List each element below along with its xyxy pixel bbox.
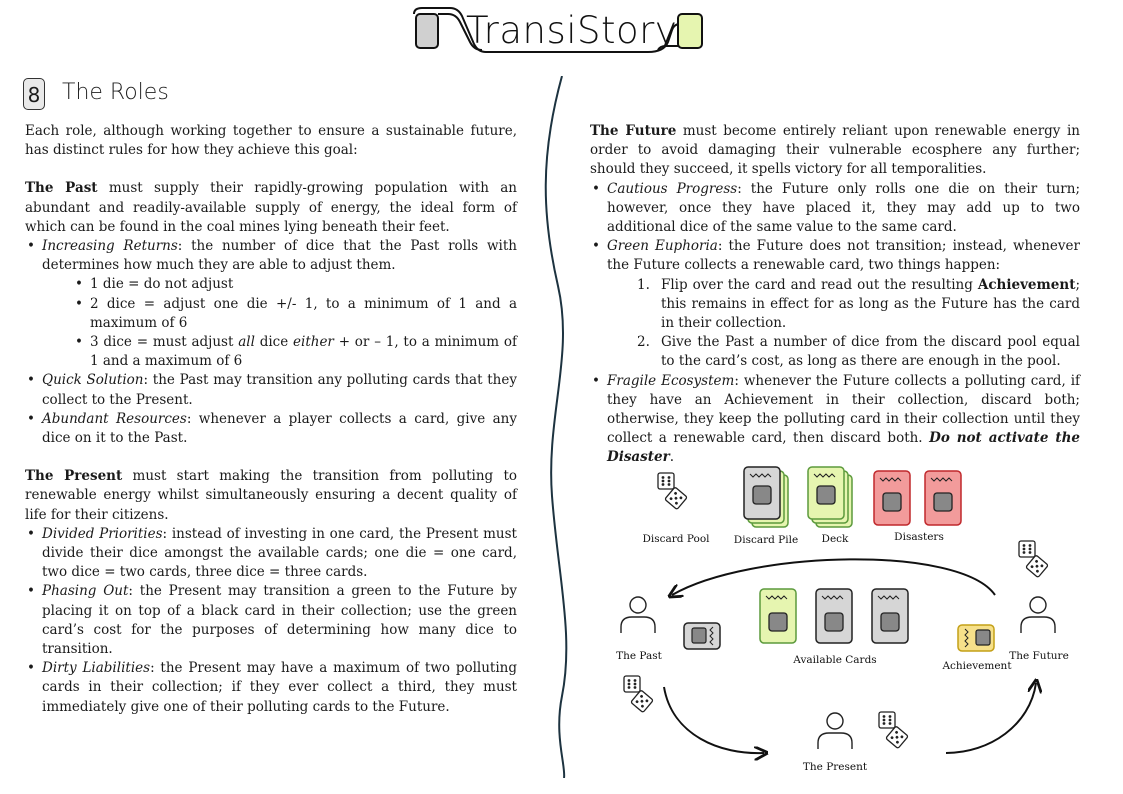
turn-diagram	[600, 455, 1100, 785]
intro-text: Each role, although working together to ensure a sustainable future, has distinct rules for how they achieve this goal:	[25, 123, 517, 159]
present-rules	[25, 525, 517, 717]
present-paragraph: The Present must start making the transition from polluting to renewable energy whilst simultaneously ensuring a decent quality of life for their citizens.	[25, 468, 518, 523]
list-item: • Divided Priorities: instead of investing in one card, the Present must divide their dice amongst the available cards; one die = one card, two dice = two cards, three dice = three cards.	[42, 525, 517, 583]
future-person-icon	[1021, 597, 1055, 633]
list-item: • Cautious Progress: the Future only rolls one die on their turn; however, once they have placed it, they may add up to two additional dice of the same value to the same card.	[607, 180, 1080, 238]
past-rules	[25, 237, 517, 448]
euphoria-steps	[607, 276, 1080, 372]
future-paragraph: The Future must become entirely reliant upon renewable energy in order to avoid damaging their vulnerable ecosphere any further; should they succeed, it spells victory for all temporalities.	[590, 123, 1080, 178]
the-past-label: The Past	[616, 650, 662, 662]
dice-icon	[1019, 541, 1048, 578]
discard-pile-label: Discard Pile	[733, 534, 799, 546]
available-cards-label: Available Cards	[793, 654, 877, 666]
discard-pool-label: Discard Pool	[642, 533, 710, 545]
present-person-icon	[818, 713, 852, 749]
discard-pile-cards	[744, 467, 788, 527]
past-collection-card	[684, 623, 720, 649]
past-heading: The Past	[25, 180, 98, 197]
disaster-cards	[874, 471, 961, 525]
arrow-past-to-present	[664, 687, 764, 753]
left-column	[25, 122, 517, 717]
achievement-card	[958, 625, 994, 651]
the-future-label: The Future	[1009, 650, 1069, 662]
list-item: • Fragile Ecosystem: whenever the Future collects a polluting card, if they have an Achievement in their collection, discard both; otherwise, they keep the polluting card in their collection until they collect a renewable card, then discard both. Do not activate the Disaster.	[607, 372, 1080, 468]
deck-label: Deck	[821, 533, 849, 545]
future-heading: The Future	[590, 123, 677, 139]
list-item: Flip over the card and read out the resulting Achievement; this remains in effect for as long as the Future has the card in their collection.	[661, 276, 1080, 332]
dice-icon	[658, 473, 687, 510]
list-item: • Abundant Resources: whenever a player collects a card, give any dice on it to the Past.	[42, 410, 517, 448]
the-present-label: The Present	[802, 761, 868, 773]
list-item: • 2 dice = adjust one die +/- 1, to a minimum of 1 and a maximum of 6	[90, 295, 517, 333]
logo-text: TransiStory	[466, 9, 678, 52]
dice-icon	[879, 712, 908, 749]
achievement-label: Achievement	[942, 660, 1012, 672]
list-item: • Green Euphoria: the Future does not transition; instead, whenever the Future collects a renewable card, two things happen: Flip over the card and read out the resulting Achievement; this remains in effect for as long as the Future has the card in their collection. Give the Past a number of dice from the discard pool equal to the card’s cost, as long as there are enough in the pool.	[607, 237, 1080, 371]
page-number: 8	[23, 78, 45, 110]
past-paragraph: The Past must supply their rapidly-growing population with an abundant and readily-available supply of energy, the ideal form of which can be found in the coal mines lying beneath their feet.	[25, 180, 517, 235]
list-item: • 1 die = do not adjust	[90, 275, 517, 294]
right-column	[590, 122, 1080, 468]
list-item: • Phasing Out: the Present may transition a green to the Future by placing it on top of a black card in their collection; use the green card’s cost for the purposes of determining how many dice to transition.	[42, 582, 517, 659]
arrow-present-to-future	[946, 683, 1036, 753]
deck-cards	[808, 467, 852, 527]
list-item: • Dirty Liabilities: the Present may have a maximum of two polluting cards in their collection; if they ever collect a third, they must immediately give one of their polluting cards to the Future.	[42, 659, 517, 717]
dice-icon	[624, 676, 653, 713]
past-person-icon	[621, 597, 655, 633]
list-item: • Quick Solution: the Past may transition any polluting cards that they collect to the Present.	[42, 371, 517, 409]
list-item: Give the Past a number of dice from the discard pool equal to the card’s cost, as long as there are enough in the pool.	[661, 334, 1080, 370]
list-item: • Increasing Returns: the number of dice that the Past rolls with determines how much they are able to adjust them. • 1 die = do not adjust • 2 dice = adjust one die +/- 1, to a minimum of 1 and a maximum of 6 • 3 dice = must adjust all dice either + or – 1, to a minimum of 1 and a maximum of 6	[42, 237, 517, 371]
list-item: • 3 dice = must adjust all dice either + or – 1, to a minimum of 1 and a maximum of 6	[90, 333, 517, 371]
present-heading: The Present	[25, 468, 123, 485]
disasters-label: Disasters	[894, 531, 944, 543]
dice-adjust-list	[42, 275, 517, 371]
page-title: The Roles	[62, 80, 169, 105]
column-divider	[540, 76, 580, 778]
available-cards	[760, 589, 908, 643]
future-rules	[590, 180, 1080, 468]
